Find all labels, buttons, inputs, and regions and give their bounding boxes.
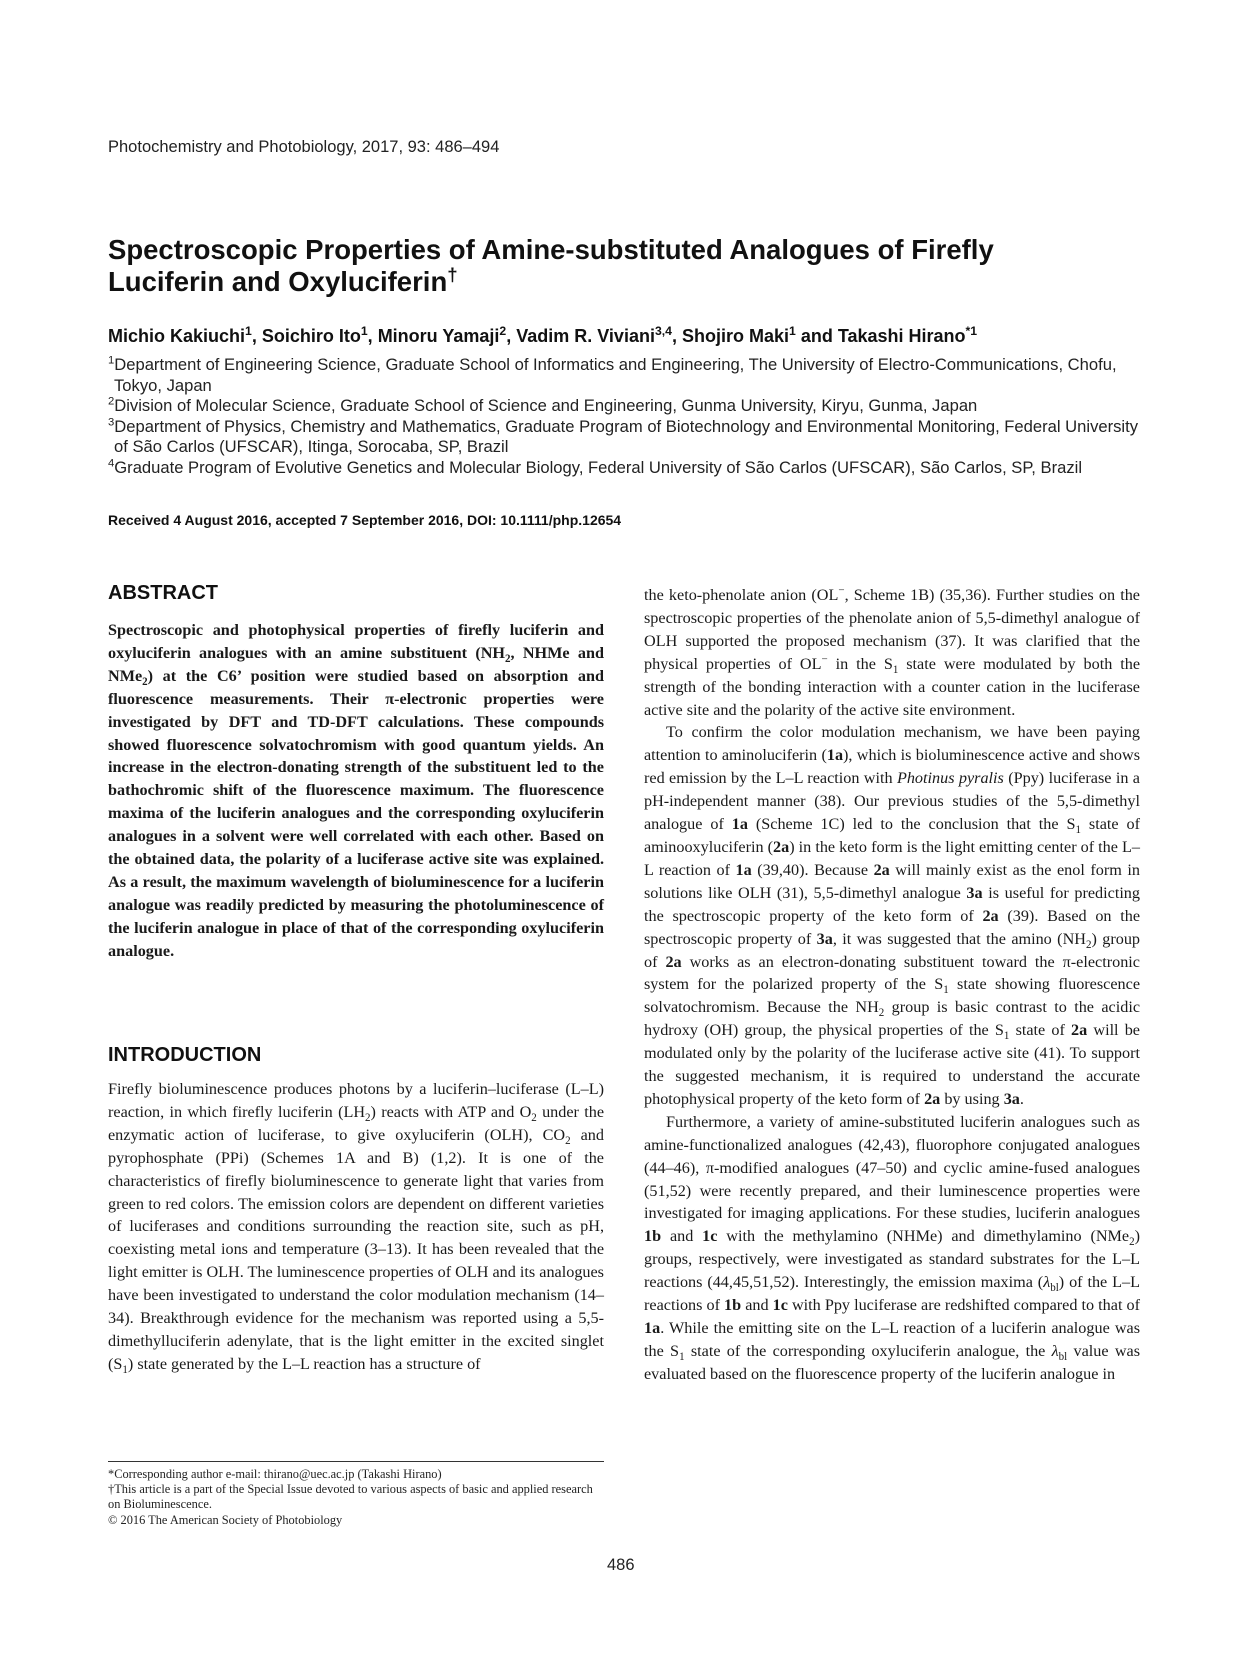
superscript: − xyxy=(821,653,828,666)
footnote-rule xyxy=(108,1461,604,1462)
author-affiliation-mark: *1 xyxy=(965,324,978,338)
author-affiliation-mark: 1 xyxy=(360,324,368,338)
text-run: ) groups, respectively, were investigated as standard substrates for the L–L reactions (44,45,51,52). Interestingly, the emission maxima ( xyxy=(644,1227,1140,1292)
text-run: (39). Based on the spectroscopic property of xyxy=(644,906,1141,948)
text-run: and xyxy=(661,1227,703,1246)
text-run: under the enzymatic action of luciferase, to give oxyluciferin (OLH), CO xyxy=(108,1102,604,1144)
introduction-heading: INTRODUCTION xyxy=(108,1044,262,1066)
affiliation xyxy=(108,396,1148,417)
text-run: . xyxy=(1019,1089,1024,1108)
text-run: and xyxy=(741,1296,773,1315)
text-run: ) in the keto form is the light emitting center of the L–L reaction of xyxy=(644,837,1141,879)
text-run: ) reacts with ATP and O xyxy=(370,1102,532,1121)
compound-label: 2a xyxy=(924,1089,941,1108)
compound-label: 3a xyxy=(966,883,983,902)
affiliation xyxy=(108,458,1148,479)
compound-label: 1b xyxy=(724,1296,742,1315)
compound-label: 1a xyxy=(731,815,748,834)
subscript: 2 xyxy=(565,1135,571,1148)
lambda-symbol: λ xyxy=(1043,1273,1051,1292)
text-run: state of the corresponding oxyluciferin analogue, the xyxy=(684,1341,1052,1360)
subscript: 2 xyxy=(531,1112,537,1125)
subscript: 1 xyxy=(1003,1030,1010,1043)
text-run: will mainly exist as the enol form in solutions like OLH (31), 5,5-dimethyl analogue xyxy=(644,860,1141,902)
subscript: 1 xyxy=(892,663,899,676)
abstract-body xyxy=(108,619,604,963)
introduction-paragraph xyxy=(108,1078,604,1376)
text-run: by using xyxy=(940,1089,1004,1108)
subscript: 2 xyxy=(365,1112,371,1125)
right-paragraph-1 xyxy=(644,584,1140,721)
author-name: Michio Kakiuchi xyxy=(108,326,246,346)
special-issue-note: †This article is a part of the Special Issue devoted to various aspects of basic and applied research on Bioluminescence. xyxy=(108,1482,593,1512)
author-name: Takashi Hirano xyxy=(837,326,966,346)
right-paragraph-3 xyxy=(644,1111,1140,1386)
title-dagger: † xyxy=(447,263,458,285)
author-name: Minoru Yamaji xyxy=(377,326,500,346)
text-run: works as an electron-donating substituent toward the π-electronic system for the polarized property of the S xyxy=(644,952,1140,994)
compound-label: 1c xyxy=(702,1227,718,1246)
affiliation xyxy=(108,417,1148,458)
affiliation xyxy=(108,355,1148,396)
text-run: in the S xyxy=(827,654,893,673)
compound-label: 3a xyxy=(1003,1089,1020,1108)
text-run: and pyrophosphate (PPi) (Schemes 1A and B) (1,2). It is one of the characteristics of firefly bioluminescence to generate light that varies from green to red colors. The emission colors are dependent on different varieties of luciferases and conditions surrounding the reaction site, such as pH, coexisting metal ions and temperature (3–13). It has been revealed that the light emitter is OLH. The luminescence properties of OLH and its analogues have been investigated to understand the color modulation mechanism (14–34). Breakthrough evidence for the mechanism was reported using a 5,5-dimethylluciferin adenylate, that is the light emitter in the excited singlet (S xyxy=(108,1125,604,1373)
abstract-paragraph xyxy=(108,619,604,963)
affiliation-number: 1 xyxy=(108,354,115,367)
text-run: state of aminooxyluciferin ( xyxy=(644,815,1140,856)
compound-label: 1b xyxy=(644,1227,662,1246)
lambda-symbol: λ xyxy=(1051,1341,1059,1360)
author-separator: , xyxy=(506,326,517,346)
compound-label: 2a xyxy=(873,860,890,879)
compound-label: 1a xyxy=(826,746,844,765)
text-run: will be modulated only by the polarity of the luciferase active site (41). To support the suggested mechanism, it is required to understand the accurate photophysical property of the keto form of xyxy=(644,1021,1140,1108)
text-run: state showing fluorescence solvatochromism. Because the NH xyxy=(644,975,1140,1017)
affiliation-number: 3 xyxy=(108,415,115,428)
text-run: value was evaluated based on the fluorescence property of the luciferin analogue in xyxy=(644,1341,1141,1383)
right-paragraph-2 xyxy=(644,721,1140,1110)
copyright-note: © 2016 The American Society of Photobiology xyxy=(108,1512,343,1527)
text-run: with the methylamino (NHMe) and dimethylamino (NMe xyxy=(717,1227,1130,1246)
text-run: (39,40). Because xyxy=(751,860,874,879)
page-number: 486 xyxy=(607,1556,635,1574)
author-separator: , xyxy=(671,326,682,346)
text-run: ), which is bioluminescence active and shows red emission by the L–L reaction with xyxy=(644,746,1140,788)
author-affiliation-mark: 3,4 xyxy=(654,324,672,338)
author-name: Soichiro Ito xyxy=(261,326,361,346)
text-run: group is basic contrast to the acidic hydroxy (OH) group, the physical properties of the S xyxy=(644,998,1141,1040)
text-run: . While the emitting site on the L–L reaction of a luciferin analogue was the S xyxy=(644,1319,1140,1360)
superscript: − xyxy=(838,584,845,597)
text-run: state were modulated by both the strength of the bonding interaction with a counter cation in the luciferase active site and the polarity of the active site environment. xyxy=(644,654,1141,719)
author-name: Vadim R. Viviani xyxy=(516,326,655,346)
text-run: with Ppy luciferase are redshifted compared to that of xyxy=(787,1296,1140,1315)
corresponding-author-note: *Corresponding author e-mail: thirano@uec.ac.jp (Takashi Hirano) xyxy=(108,1467,442,1481)
title-line-2: Luciferin and Oxyluciferin xyxy=(108,266,448,297)
compound-label: 2a xyxy=(665,952,682,971)
compound-label: 2a xyxy=(1071,1021,1088,1040)
subscript: bl xyxy=(1050,1282,1059,1295)
title-line-1: Spectroscopic Properties of Amine-substituted Analogues of Firefly xyxy=(108,234,994,265)
text-run: , it was suggested that the amino (NH xyxy=(832,929,1086,948)
text-run: Firefly bioluminescence produces photons by a luciferin–luciferase (L–L) reaction, in which firefly luciferin (LH xyxy=(108,1080,604,1121)
text-run: Spectroscopic and photophysical properties of firefly luciferin and oxyluciferin analogues with an amine substituent (NH xyxy=(108,621,604,662)
subscript: 2 xyxy=(1085,938,1092,951)
author-affiliation-mark: 1 xyxy=(245,324,252,338)
text-run: ) of the L–L reactions of xyxy=(644,1273,1140,1315)
footnotes xyxy=(108,1461,604,1528)
author-separator: and xyxy=(795,326,838,346)
affiliation-text: Department of Engineering Science, Graduate School of Informatics and Engineering, The University of Electro-Communications, Chofu, Tokyo, Japan xyxy=(114,355,1117,395)
text-run: ) group of xyxy=(644,929,1141,971)
author-affiliation-mark: 2 xyxy=(499,324,507,338)
subscript: 1 xyxy=(679,1351,685,1364)
abstract-heading: ABSTRACT xyxy=(108,582,218,604)
subscript: 1 xyxy=(1075,824,1081,837)
subscript: 1 xyxy=(943,984,949,997)
compound-label: 1a xyxy=(735,860,752,879)
author-separator: , xyxy=(251,326,262,346)
affiliation-text: Department of Physics, Chemistry and Mathematics, Graduate Program of Biotechnology and Environmental Monitoring, Federal University of São Carlos (UFSCAR), Itinga, Sorocaba, SP, Brazil xyxy=(114,416,1139,456)
introduction-body xyxy=(108,1078,604,1376)
affiliation-number: 4 xyxy=(108,456,115,469)
author-name: Shojiro Maki xyxy=(681,326,789,346)
species-name: Photinus pyralis xyxy=(896,769,1004,788)
text-run: ) at the C6’ position were studied based on absorption and fluorescence measurements. Their π-electronic properties were investigated by DFT and TD-DFT calculations. These compounds showed fluorescence solvatochromism with good quantum yields. An increase in the electron-donating strength of the substituent led to the bathochromic shift of the fluorescence maximum. The fluorescence maxima of the luciferin analogues and the corresponding oxyluciferin analogues in a solvent were well correlated with each other. Based on the obtained data, the polarity of a luciferase active site was explained. As a result, the maximum wavelength of bioluminescence for a luciferin analogue was readily predicted by measuring the photoluminescence of the luciferin analogue in place of that of the corresponding oxyluciferin analogue. xyxy=(108,666,604,960)
subscript: bl xyxy=(1058,1351,1068,1364)
affiliations xyxy=(108,355,1148,478)
compound-label: 2a xyxy=(773,837,790,856)
article-title xyxy=(108,234,1148,298)
text-run: Furthermore, a variety of amine-substituted luciferin analogues such as amine-functionalized analogues (42,43), fluorophore conjugated analogues (44–46), π-modified analogues (47–50) and cyclic amine-fused analogues (51,52) were recently prepared, and their luminescence properties were investigated for imaging applications. For these studies, luciferin analogues xyxy=(644,1112,1140,1223)
text-run: (Ppy) luciferase in a pH-independent manner (38). Our previous studies of the 5,5-dimethyl analogue of xyxy=(644,769,1140,834)
text-run: ) state generated by the L–L reaction has a structure of xyxy=(127,1354,481,1373)
compound-label: 2a xyxy=(982,906,999,925)
compound-label: 1c xyxy=(772,1296,788,1315)
journal-citation: Photochemistry and Photobiology, 2017, 93: 486–494 xyxy=(108,138,500,156)
text-run: the keto-phenolate anion (OL xyxy=(644,586,839,604)
subscript: 2 xyxy=(505,653,511,666)
subscript: 2 xyxy=(1129,1236,1135,1249)
right-column xyxy=(644,584,1140,1386)
text-run: is useful for predicting the spectroscopic property of the keto form of xyxy=(644,883,1140,925)
text-run: To confirm the color modulation mechanism, we have been paying attention to aminoluciferin ( xyxy=(644,723,1140,765)
affiliation-text: Division of Molecular Science, Graduate School of Science and Engineering, Gunma University, Kiryu, Gunma, Japan xyxy=(114,396,978,415)
compound-label: 3a xyxy=(816,929,833,948)
affiliation-text: Graduate Program of Evolutive Genetics and Molecular Biology, Federal University of São Carlos (UFSCAR), São Carlos, SP, Brazil xyxy=(114,457,1083,477)
author-affiliation-mark: 1 xyxy=(789,324,796,338)
subscript: 2 xyxy=(878,1007,885,1020)
author-list xyxy=(108,326,977,347)
text-run: (Scheme 1C) led to the conclusion that the S xyxy=(747,815,1076,834)
text-run: , Scheme 1B) (35,36). Further studies on the spectroscopic properties of the phenolate anion of 5,5-dimethyl analogue of OLH supported the proposed mechanism (37). It was clarified that the physical properties of OL xyxy=(644,586,1140,673)
subscript: 1 xyxy=(122,1364,128,1377)
text-run: state of xyxy=(1009,1021,1072,1040)
text-run: , NHMe and NMe xyxy=(108,643,604,685)
affiliation-number: 2 xyxy=(108,395,115,408)
received-doi-line: Received 4 August 2016, accepted 7 September 2016, DOI: 10.1111/php.12654 xyxy=(108,512,622,528)
compound-label: 1a xyxy=(644,1319,661,1337)
subscript: 2 xyxy=(142,676,148,689)
author-separator: , xyxy=(367,326,378,346)
